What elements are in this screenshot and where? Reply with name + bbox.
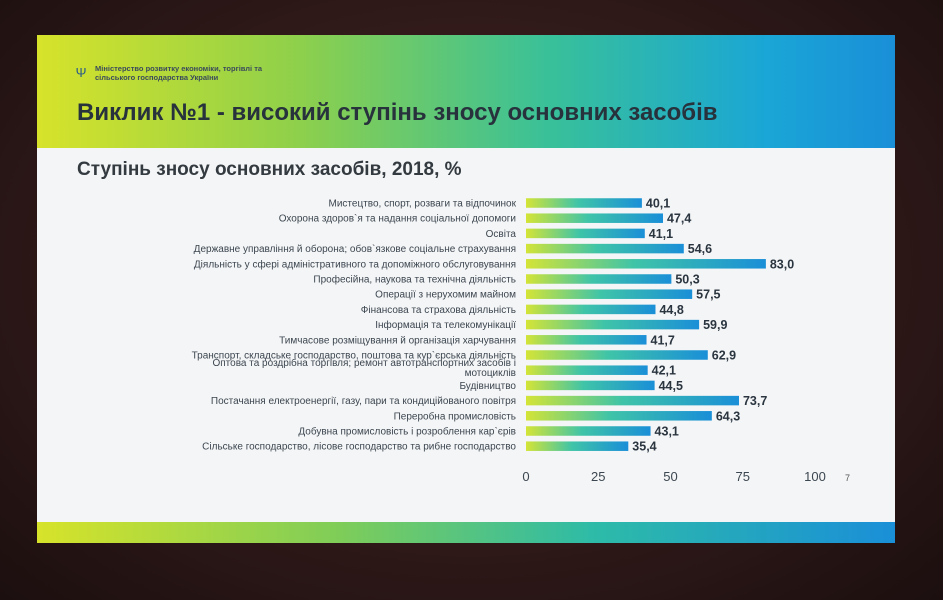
value-label: 83,0 [769,257,795,272]
ministry-name-line-2: сільського господарства України [95,72,219,82]
category-label: Тимчасове розміщування й організація харчування [279,335,516,347]
bar-chart [37,35,895,543]
trident-emblem-icon: Ψ [75,65,87,80]
value-label: 54,6 [687,242,713,257]
category-label: Будівництво [459,380,516,392]
value-label: 64,3 [715,409,741,424]
value-label: 62,9 [711,348,737,363]
category-label: Охорона здоров`я та надання соціальної допомоги [278,213,516,225]
bar [526,244,684,254]
category-label: Державне управління й оборона; обов`язкове соціальне страхування [193,244,516,256]
bar [526,305,655,315]
category-label: Професійна, наукова та технічна діяльність [313,274,516,286]
value-label: 43,1 [654,424,679,439]
page-number: 7 [845,473,851,483]
value-label: 44,8 [659,302,684,317]
x-tick-label: 0 [522,469,530,484]
category-label: Постачання електроенергії, газу, пари та кондиційованого повітря [210,396,516,408]
category-label: Оптова та роздрібна торгівля; ремонт автотранспортних засобів і [212,358,516,370]
category-label: Операції з нерухомим майном [375,289,516,301]
bar [526,198,642,208]
bar [526,396,739,406]
value-label: 57,5 [696,287,721,302]
category-label: Освіта [485,228,516,240]
bar [526,441,628,451]
value-label: 40,1 [645,196,671,211]
bar [526,289,692,299]
value-label: 41,7 [650,333,675,348]
bar [526,274,671,284]
bar [526,229,645,239]
presentation-slide [37,35,895,543]
value-label: 42,1 [651,363,677,378]
ministry-name-line-1: Міністерство розвитку економіки, торгівлі та [95,64,263,73]
category-label: Сільське господарство, лісове господарство та рибне господарство [202,441,516,453]
slide-headline: Виклик №1 - високий ступінь зносу основних засобів [77,99,718,126]
x-tick-label: 50 [663,469,678,484]
category-label: мотоциклів [464,368,516,380]
bar [526,411,712,421]
category-label: Фінансова та страхова діяльність [360,304,516,316]
chart-title: Ступінь зносу основних засобів, 2018, % [77,159,462,180]
category-label: Мистецтво, спорт, розваги та відпочинок [328,198,516,210]
value-label: 59,9 [703,318,728,333]
value-label: 41,1 [648,226,674,241]
value-label: 44,5 [658,378,683,393]
value-label: 73,7 [742,394,768,409]
category-label: Добувна промисловість і розроблення кар`єрів [298,426,516,438]
bar [526,320,699,330]
value-label: 47,4 [666,211,692,226]
x-tick-label: 75 [735,469,750,484]
bar [526,213,663,223]
bar [526,365,648,375]
value-label: 35,4 [632,439,657,454]
bar [526,259,766,269]
bar [526,335,647,345]
bar [526,381,655,391]
bar [526,426,651,436]
x-tick-label: 100 [804,469,826,484]
category-label: Транспорт, складське господарство, поштова та кур`єрська діяльність [191,350,516,362]
category-label: Інформація та телекомунікації [375,320,516,332]
category-label: Переробна промисловість [393,411,516,423]
category-label: Діяльність у сфері адміністративного та допоміжного обслуговування [193,259,516,271]
x-tick-label: 25 [591,469,606,484]
value-label: 50,3 [675,272,700,287]
bar [526,350,708,360]
